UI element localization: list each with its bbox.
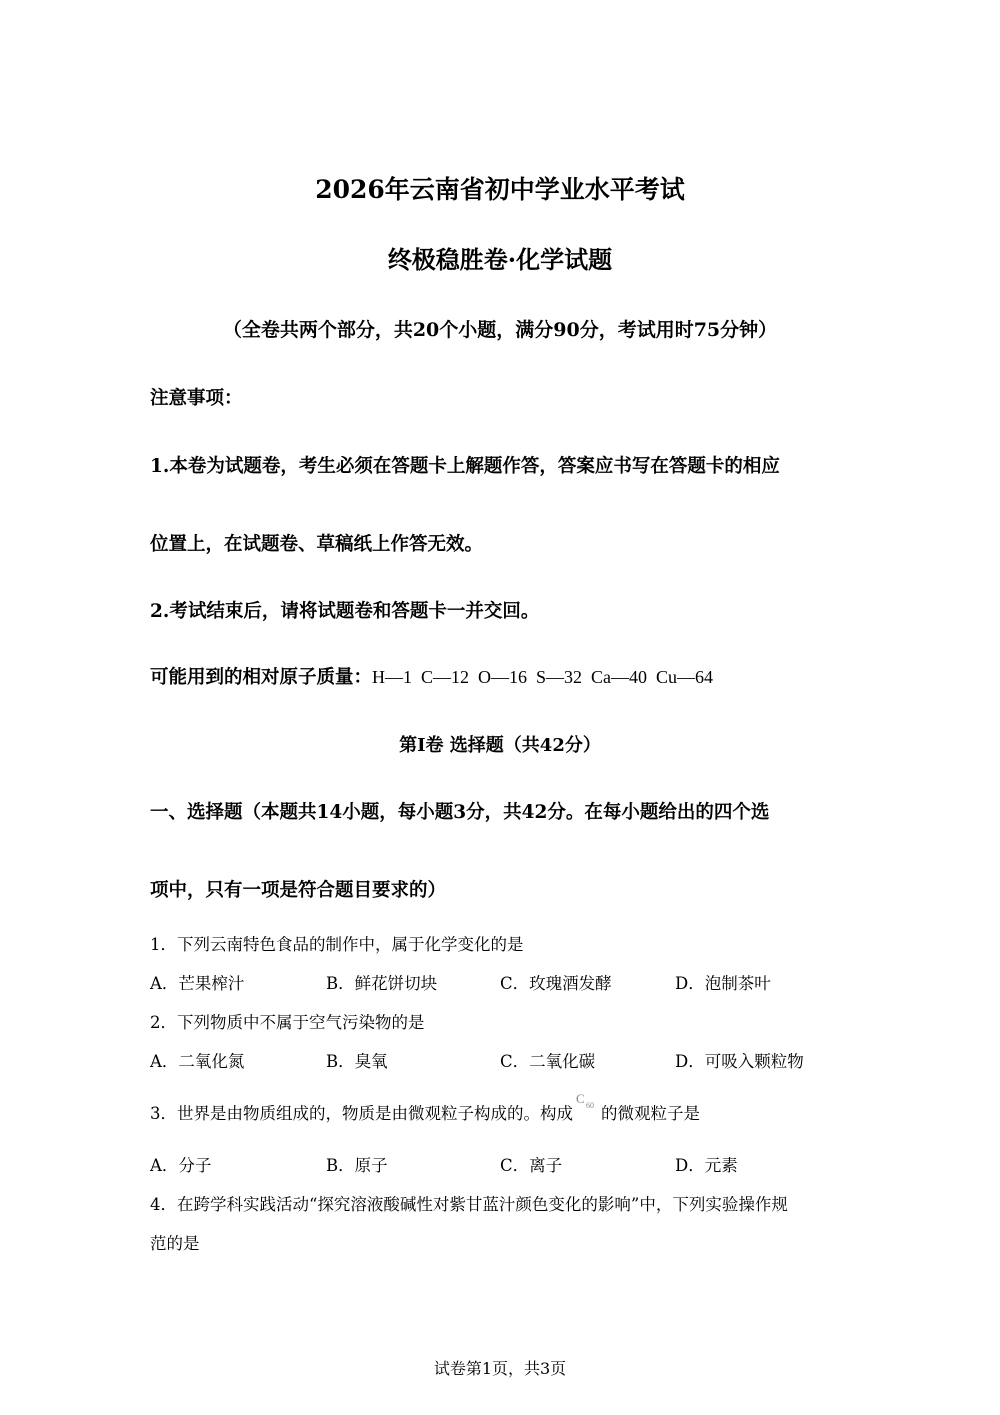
exam-title: 2026年云南省初中学业水平考试: [315, 175, 685, 204]
part-1-heading: 第Ⅰ卷 选择题（共42分）: [399, 735, 601, 756]
atomic-mass-line: [150, 663, 713, 689]
note-item-2: 2.考试结束后，请将试题卷和答题卡一并交回。: [150, 601, 540, 622]
note-item-1-line-2: 位置上，在试题卷、草稿纸上作答无效。: [150, 534, 484, 555]
question-2-option-c: C．二氧化碳: [500, 1052, 596, 1071]
question-1-option-c: C．玫瑰酒发酵: [500, 974, 612, 993]
c60-formula: [573, 1090, 601, 1125]
question-4-stem-line-2: 范的是: [150, 1234, 200, 1253]
question-1-option-d: D．泡制茶叶: [675, 974, 771, 993]
question-3-option-c: C．离子: [500, 1156, 563, 1175]
atomic-mass-values: H—1 C—12 O—16 S—32 Ca—40 Cu—64: [372, 667, 714, 687]
question-3-stem-after: 的微观粒子是: [601, 1104, 700, 1123]
atomic-mass-label: 可能用到的相对原子质量：: [150, 667, 373, 688]
question-3-option-d: D．元素: [675, 1156, 738, 1175]
question-1-stem: 1．下列云南特色食品的制作中，属于化学变化的是: [150, 935, 524, 954]
question-3-option-b: B．原子: [326, 1156, 388, 1175]
question-4-stem-line-1: 4．在跨学科实践活动“探究溶液酸碱性对紫甘蓝汁颜色变化的影响”中，下列实验操作规: [150, 1195, 788, 1214]
notes-heading: 注意事项：: [150, 388, 243, 409]
question-2-option-b: B．臭氧: [326, 1052, 388, 1071]
question-2-option-a: A．二氧化氮: [150, 1052, 245, 1071]
question-2-stem: 2．下列物质中不属于空气污染物的是: [150, 1013, 425, 1032]
page-footer: 试卷第1页，共3页: [433, 1359, 567, 1378]
c60-formula-symbol: C: [576, 1090, 585, 1106]
question-3-option-a: A．分子: [150, 1156, 212, 1175]
section-instructions-line-1: 一、选择题（本题共14小题，每小题3分，共42分。在每小题给出的四个选: [150, 802, 770, 823]
c60-formula-subscript: 60: [586, 1100, 594, 1110]
question-2-option-d: D．可吸入颗粒物: [675, 1052, 804, 1071]
section-instructions-line-2: 项中，只有一项是符合题目要求的）: [150, 880, 447, 901]
exam-info: （全卷共两个部分，共20个小题，满分90分，考试用时75分钟）: [222, 319, 778, 341]
question-1-option-b: B．鲜花饼切块: [326, 974, 438, 993]
question-3-stem-before: 3．世界是由物质组成的，物质是由微观粒子构成的。构成: [150, 1104, 573, 1123]
exam-subtitle: 终极稳胜卷·化学试题: [387, 245, 613, 274]
note-item-1-line-1: 1.本卷为试题卷，考生必须在答题卡上解题作答，答案应书写在答题卡的相应: [150, 456, 780, 477]
question-1-option-a: A．芒果榨汁: [150, 974, 245, 993]
question-3-stem: [150, 1090, 700, 1125]
